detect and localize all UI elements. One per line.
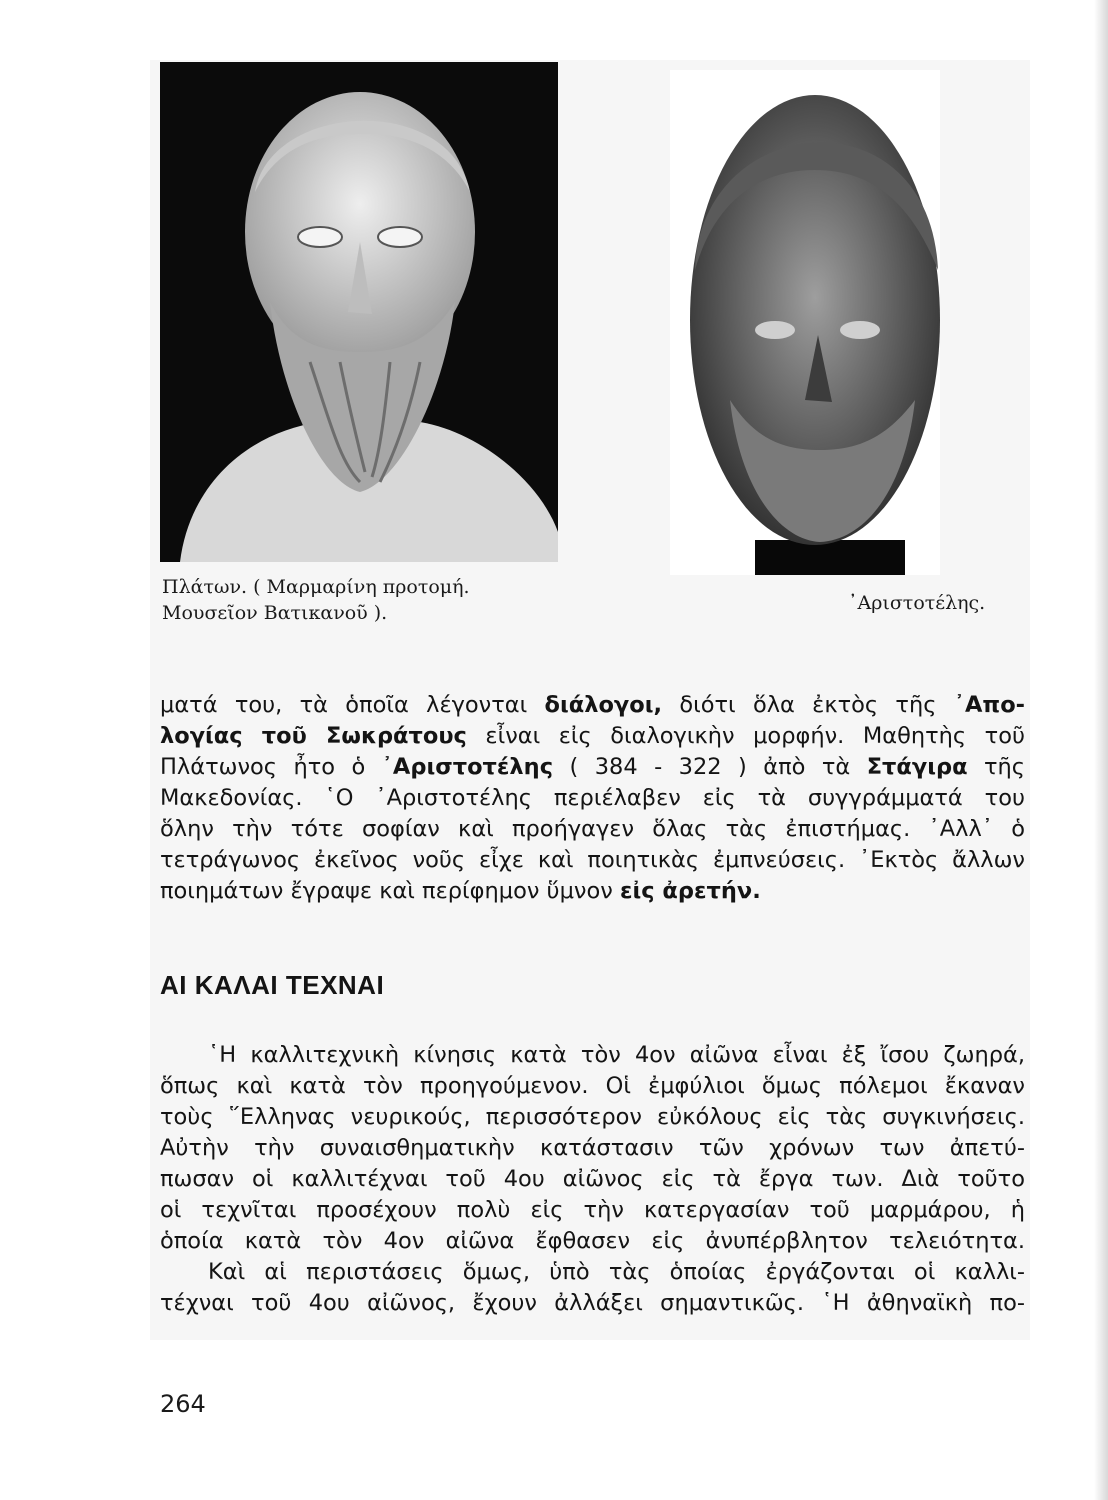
text-line: πωσαν οἱ καλλιτέχναι τοῦ 4ου αἰῶνος εἰς τὰ ἔργα των. Διὰ τοῦτο bbox=[160, 1166, 1025, 1192]
section-title: ΑΙ ΚΑΛΑΙ ΤΕΧΝΑΙ bbox=[160, 970, 385, 1000]
bold-term-dialogues: διάλογοι, bbox=[544, 692, 663, 718]
text-line bbox=[160, 876, 1025, 907]
paragraph-circumstances bbox=[160, 1257, 1025, 1319]
text-line: ὁποία κατὰ τὸν 4ον αἰῶνα ἔφθασεν εἰς ἀνυπέρβλητον τελειότητα. bbox=[160, 1228, 1025, 1254]
text-span: Πλάτωνος ἦτο ὁ bbox=[160, 754, 382, 780]
text-line: οἱ τεχνῖται προσέχουν πολὺ εἰς τὴν κατεργασίαν τοῦ μαρμάρου, ἡ bbox=[160, 1197, 1025, 1223]
paragraph-fine-arts bbox=[160, 1040, 1025, 1257]
text-line: τέχναι τοῦ 4ου αἰῶνος, ἔχουν ἀλλάξει σημαντικῶς. ῾Η ἀθηναϊκὴ πο- bbox=[160, 1290, 1025, 1316]
plato-caption bbox=[162, 574, 582, 626]
text-line bbox=[160, 690, 1025, 721]
text-line: ὅπως καὶ κατὰ τὸν προηγούμενον. Οἱ ἐμφύλιοι ὅμως πόλεμοι ἔκαναν bbox=[160, 1073, 1025, 1099]
text-span: διότι ὅλα ἐκτὸς τῆς bbox=[662, 692, 954, 718]
text-line bbox=[160, 721, 1025, 752]
paragraph-aristotle bbox=[160, 690, 1025, 907]
text-line: ὅλην τὴν τότε σοφίαν καὶ προήγαγεν ὅλας τὰς ἐπιστήμας. ᾿Αλλ᾿ ὁ bbox=[160, 816, 1025, 842]
text-span: τῆς bbox=[967, 754, 1025, 780]
text-line: Καὶ αἱ περιστάσεις ὅμως, ὑπὸ τὰς ὁποίας ἐργάζονται οἱ καλλι- bbox=[208, 1259, 1025, 1285]
plato-bust-photo bbox=[160, 62, 558, 562]
text-span: ( 384 - 322 ) ἀπὸ τὰ bbox=[553, 754, 867, 780]
text-line: τοὺς ῞Ελληνας νευρικούς, περισσότερον εὐκόλους εἰς τὰς συγκινήσεις. bbox=[160, 1104, 1025, 1130]
text-line: Αὐτὴν τὴν συναισθηματικὴν κατάστασιν τῶν χρόνων των ἀπετύ- bbox=[160, 1135, 1025, 1161]
text-span: εἶναι εἰς διαλογικὴν μορφήν. Μαθητὴς τοῦ bbox=[466, 723, 1025, 749]
aristotle-caption: ᾿Αριστοτέλης. bbox=[848, 592, 986, 614]
aristotle-bust-photo bbox=[670, 70, 940, 575]
text-line: Μακεδονίας. ῾Ο ᾿Αριστοτέλης περιέλαβεν εἰς τὰ συγγράμματά του bbox=[160, 785, 1025, 811]
bold-term-stagira: Στάγιρα bbox=[866, 754, 968, 780]
text-line: ῾Η καλλιτεχνικὴ κίνησις κατὰ τὸν 4ον αἰῶνα εἶναι ἐξ ἴσου ζωηρά, bbox=[208, 1042, 1025, 1068]
text-line: τετράγωνος ἐκεῖνος νοῦς εἶχε καὶ ποιητικὰς ἐμπνεύσεις. ᾿Εκτὸς ἄλλων bbox=[160, 847, 1025, 873]
plato-caption-line-1: Πλάτων. ( Μαρμαρίνη προτομή. bbox=[162, 576, 470, 598]
page-number: 264 bbox=[160, 1390, 206, 1418]
bold-term-virtue: εἰς ἀρετήν. bbox=[619, 878, 761, 904]
page-edge-shadow bbox=[1094, 0, 1108, 1500]
plato-caption-line-2: Μουσεῖον Βατικανοῦ ). bbox=[162, 602, 388, 624]
bold-term-apology: ᾿Απο- bbox=[953, 692, 1025, 718]
bold-term-socrates: λογίας τοῦ Σωκράτους bbox=[160, 723, 467, 749]
text-span: ματά του, τὰ ὁποῖα λέγονται bbox=[160, 692, 545, 718]
bold-term-aristotle: ᾿Αριστοτέλης bbox=[381, 754, 554, 780]
text-span: ποιημάτων ἔγραψε καὶ περίφημον ὕμνον bbox=[160, 878, 620, 904]
text-line bbox=[160, 752, 1025, 783]
